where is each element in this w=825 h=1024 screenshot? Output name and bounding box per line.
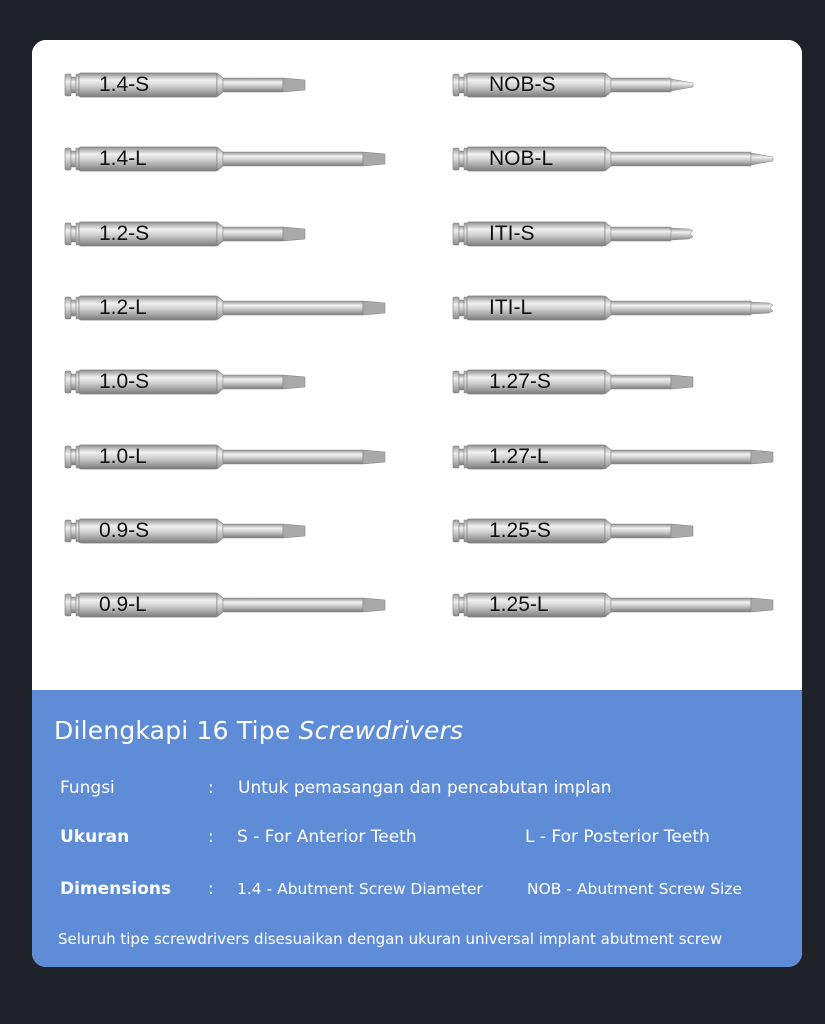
screwdriver-1-0-l <box>65 443 385 471</box>
dimensions-label: Dimensions <box>60 879 172 899</box>
fungsi-row <box>60 778 800 802</box>
screwdriver-label: ITI-S <box>489 221 535 245</box>
screwdriver-1-2-s <box>65 220 305 248</box>
screwdriver-label: 1.2-S <box>99 221 150 245</box>
info-title-italic: Screwdrivers <box>298 716 464 745</box>
screwdriver-label: 1.4-S <box>99 73 150 96</box>
screwdriver-nob-s <box>453 71 693 99</box>
info-panel <box>32 690 802 967</box>
screwdriver-1-4-l <box>65 145 385 173</box>
screwdriver-1-2-l <box>65 294 385 322</box>
screwdriver-iti-l <box>453 294 773 322</box>
ukuran-separator: : <box>208 827 214 847</box>
screwdriver-label: 1.0-L <box>99 444 147 468</box>
screwdriver-1-25-s <box>453 517 693 545</box>
screwdriver-label: 1.0-S <box>99 370 150 394</box>
footnote: Seluruh tipe screwdrivers disesuaikan dengan ukuran universal implant abutment screw <box>58 930 723 948</box>
screwdriver-0-9-s <box>65 517 305 545</box>
screwdriver-0-9-l <box>65 591 385 619</box>
screwdriver-1-0-s <box>65 368 305 396</box>
product-card <box>32 40 802 967</box>
fungsi-separator: : <box>208 778 214 798</box>
screwdriver-label: 1.25-S <box>489 518 551 542</box>
screwdriver-1-4-s <box>65 71 305 99</box>
ukuran-label: Ukuran <box>60 827 130 847</box>
screwdriver-1-27-l <box>453 443 773 471</box>
screwdriver-label: ITI-L <box>489 295 533 319</box>
screwdriver-label: 1.25-L <box>489 593 549 617</box>
ukuran-s-value: S - For Anterior Teeth <box>237 827 417 847</box>
screwdriver-label: 1.2-L <box>99 295 147 319</box>
screwdriver-label: 1.27-S <box>489 370 551 394</box>
screwdriver-label: NOB-L <box>489 147 554 171</box>
screwdriver-label: 0.9-S <box>99 518 150 542</box>
dimensions-separator: : <box>208 879 214 899</box>
fungsi-label: Fungsi <box>60 778 115 798</box>
screwdriver-1-27-s <box>453 368 693 396</box>
screwdriver-label: 1.27-L <box>489 444 549 468</box>
screwdriver-label: NOB-S <box>489 73 556 96</box>
dimensions-a-value: 1.4 - Abutment Screw Diameter <box>237 880 483 898</box>
ukuran-l-value: L - For Posterior Teeth <box>525 827 710 847</box>
screwdriver-label: 1.4-L <box>99 147 147 171</box>
screwdriver-gallery <box>32 40 802 690</box>
screwdriver-nob-l <box>453 145 773 173</box>
info-title-plain: Dilengkapi 16 Tipe <box>54 716 299 745</box>
fungsi-value: Untuk pemasangan dan pencabutan implan <box>238 778 612 798</box>
screwdriver-iti-s <box>453 220 693 248</box>
screwdriver-label: 0.9-L <box>99 593 147 617</box>
ukuran-row <box>60 827 800 851</box>
screwdriver-1-25-l <box>453 591 773 619</box>
info-title <box>54 716 463 745</box>
dimensions-row <box>60 879 800 903</box>
dimensions-b-value: NOB - Abutment Screw Size <box>527 880 743 898</box>
